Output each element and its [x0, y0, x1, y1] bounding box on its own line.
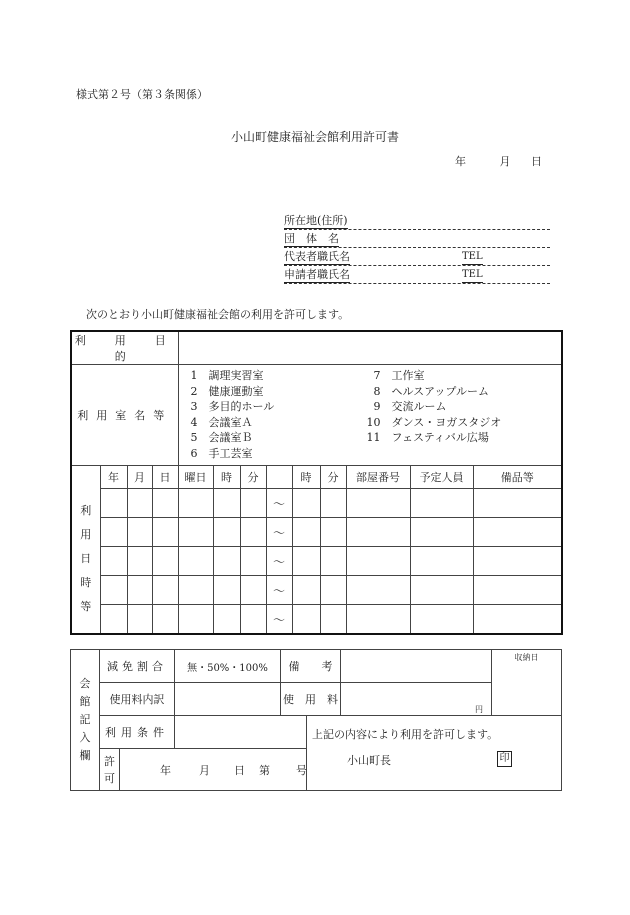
- col-day: 日: [152, 466, 178, 489]
- applicant-label: 申請者職氏名: [284, 268, 350, 281]
- group-name-field[interactable]: [284, 231, 550, 248]
- conditions-input[interactable]: [175, 716, 307, 749]
- office-use-label: 会 館 記 入 欄: [71, 650, 100, 791]
- group-name-label: 団 体 名: [284, 232, 339, 245]
- room-item: 4 会議室Ａ: [190, 415, 253, 429]
- col-year: 年: [100, 466, 127, 489]
- receipt-date-label: 収納日: [514, 653, 539, 662]
- fee-breakdown-input[interactable]: [175, 683, 281, 716]
- form-number: 様式第２号（第３条関係）: [76, 88, 208, 101]
- approval-text: 上記の内容により利用を許可します。: [312, 728, 499, 741]
- remarks-label: 備 考: [281, 650, 341, 683]
- room-item: 10 ダンス・ヨガスタジオ: [366, 415, 502, 429]
- schedule-row[interactable]: [71, 489, 562, 518]
- date-month: 月: [499, 155, 511, 168]
- room-item: 9 交流ルーム: [373, 400, 447, 414]
- conditions-label: 利用条件: [100, 716, 175, 749]
- permit-date-number[interactable]: 年 月 日 第 号: [120, 749, 307, 791]
- approval-cell: [307, 716, 562, 791]
- yen-label: 円: [475, 705, 483, 714]
- exemption-label: 減免割合: [100, 650, 175, 683]
- tilde-mark: ～: [266, 547, 292, 576]
- applicant-field[interactable]: [284, 267, 550, 284]
- fee-input[interactable]: [341, 683, 492, 716]
- room-item: 5 会議室Ｂ: [190, 431, 253, 445]
- date-year: 年: [455, 155, 466, 168]
- issue-date: [455, 153, 542, 169]
- exemption-options[interactable]: 無・50%・100%: [175, 650, 281, 683]
- col-weekday: 曜日: [178, 466, 213, 489]
- schedule-row[interactable]: [71, 605, 562, 635]
- room-item: 6 手工芸室: [190, 447, 253, 460]
- col-tilde: [266, 466, 292, 489]
- document-title: 小山町健康福祉会館利用許可書: [230, 130, 399, 144]
- schedule-row[interactable]: [71, 547, 562, 576]
- col-room-number: 部屋番号: [346, 466, 410, 489]
- col-equipment: 備品等: [473, 466, 562, 489]
- col-minute-start: 分: [240, 466, 266, 489]
- room-item: 11 フェスティバル広場: [366, 431, 489, 445]
- applicant-tel-label: TEL: [462, 267, 483, 283]
- receipt-date-cell[interactable]: [492, 650, 562, 716]
- schedule-row[interactable]: [71, 576, 562, 605]
- office-use-table: [70, 649, 562, 791]
- room-item: 2 健康運動室: [190, 384, 264, 398]
- date-day: 日: [531, 155, 542, 168]
- room-list[interactable]: [178, 365, 562, 466]
- col-month: 月: [127, 466, 152, 489]
- permit-label: 許 可: [100, 749, 120, 791]
- tilde-mark: ～: [266, 576, 292, 605]
- seal-icon: 印: [497, 751, 512, 767]
- col-hour-end: 時: [292, 466, 320, 489]
- col-minute-end: 分: [320, 466, 346, 489]
- col-expected-people: 予定人員: [410, 466, 473, 489]
- address-label: 所在地(住所): [284, 214, 348, 227]
- remarks-input[interactable]: [341, 650, 492, 683]
- intro-text: 次のとおり小山町健康福祉会館の利用を許可します。: [86, 308, 350, 321]
- room-item: 8 ヘルスアップルーム: [373, 384, 489, 398]
- mayor-label: 小山町長: [347, 754, 391, 767]
- room-item: 7 工作室: [373, 369, 425, 382]
- address-field[interactable]: [284, 213, 550, 230]
- col-hour-start: 時: [213, 466, 240, 489]
- usage-table: [70, 330, 563, 635]
- tilde-mark: ～: [266, 518, 292, 547]
- schedule-row[interactable]: [71, 518, 562, 547]
- schedule-header-row: [71, 466, 562, 489]
- room-item: 3 多目的ホール: [190, 400, 275, 414]
- room-item: 1 調理実習室: [190, 369, 264, 382]
- fee-breakdown-label: 使用料内訳: [100, 683, 175, 716]
- room-label: 利用室名等: [71, 365, 178, 466]
- fee-label: 使 用 料: [281, 683, 341, 716]
- tilde-mark: ～: [266, 489, 292, 518]
- representative-field[interactable]: [284, 249, 550, 266]
- purpose-label: 利 用 目 的: [71, 331, 178, 365]
- schedule-label: 利 用 日 時 等: [71, 466, 100, 635]
- representative-label: 代表者職氏名: [284, 250, 350, 263]
- tilde-mark: ～: [266, 605, 292, 635]
- purpose-input[interactable]: [178, 331, 562, 365]
- representative-tel-label: TEL: [462, 249, 483, 265]
